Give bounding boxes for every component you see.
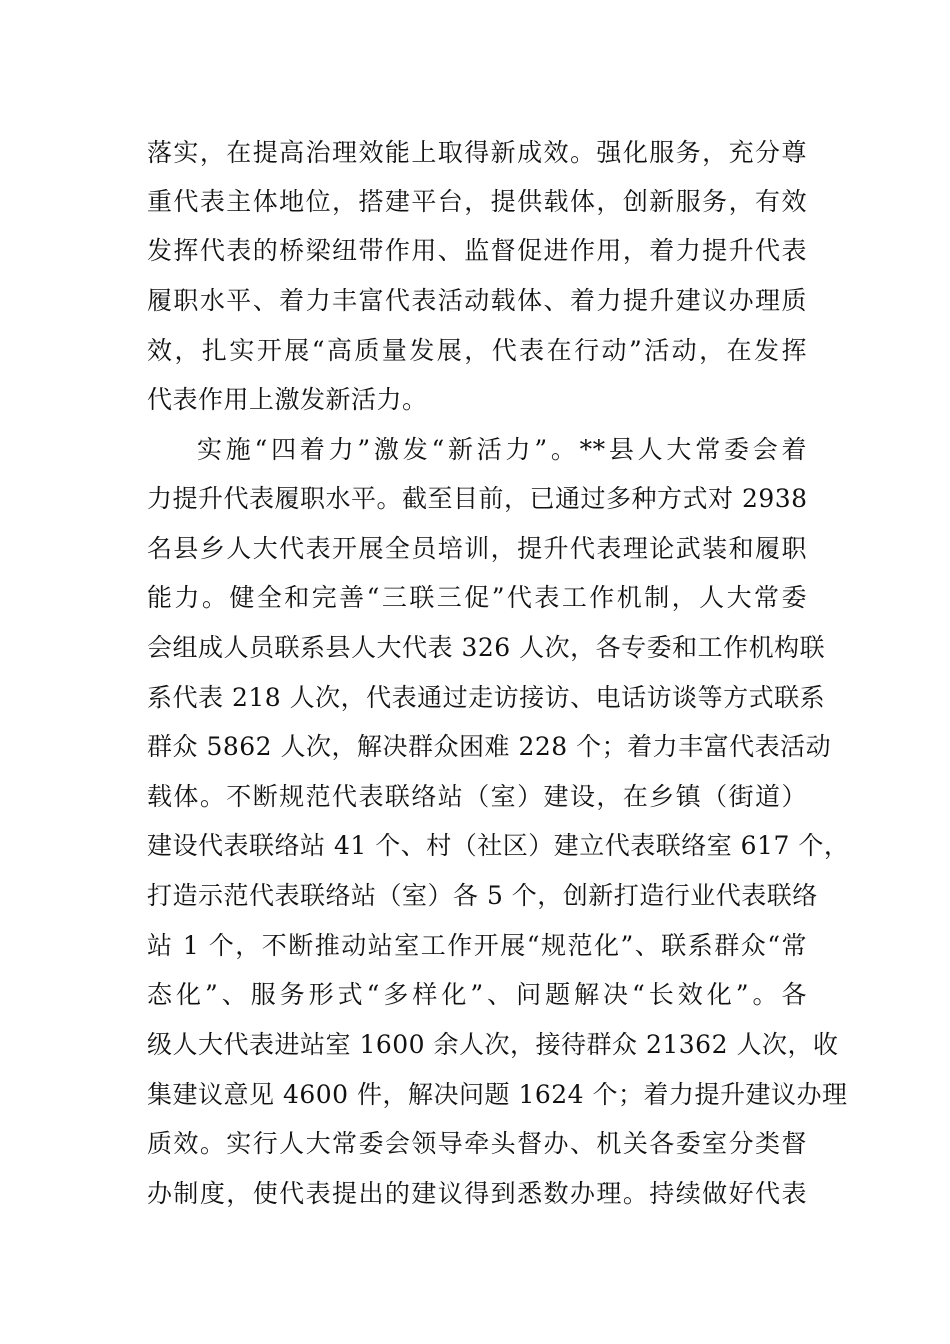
paragraph-2-line-2: 力提升代表履职水平。截至目前，已通过多种方式对 2938	[147, 484, 808, 513]
paragraph-2-line-9: 建设代表联络站 41 个、村（社区）建立代表联络室 617 个，	[147, 831, 850, 860]
paragraph-2-line-15: 质效。实行人大常委会领导牵头督办、机关各委室分类督	[147, 1129, 807, 1158]
paragraph-1-line-3: 发挥代表的桥梁纽带作用、监督促进作用，着力提升代表	[147, 236, 807, 265]
paragraph-2-line-5: 会组成人员联系县人大代表 326 人次，各专委和工作机构联	[147, 633, 826, 662]
paragraph-2-line-14: 集建议意见 4600 件，解决问题 1624 个；着力提升建议办理	[147, 1080, 848, 1109]
paragraph-1-line-2: 重代表主体地位，搭建平台，提供载体，创新服务，有效	[147, 187, 807, 216]
paragraph-1-line-1: 落实，在提高治理效能上取得新成效。强化服务，充分尊	[147, 138, 807, 167]
paragraph-2-line-8: 载体。不断规范代表联络站（室）建设，在乡镇（街道）	[147, 782, 807, 811]
paragraph-1-line-4: 履职水平、着力丰富代表活动载体、着力提升建议办理质	[147, 286, 807, 315]
paragraph-2-line-1: 实施“四着力”激发“新活力”。**县人大常委会着	[197, 435, 807, 464]
paragraph-1-line-6: 代表作用上激发新活力。	[147, 385, 428, 414]
paragraph-2-line-10: 打造示范代表联络站（室）各 5 个，创新打造行业代表联络	[147, 881, 818, 910]
paragraph-2-line-12: 态化”、服务形式“多样化”、问题解决“长效化”。各	[147, 980, 807, 1009]
paragraph-2-line-13: 级人大代表进站室 1600 余人次，接待群众 21362 人次，收	[147, 1030, 839, 1059]
paragraph-2-line-7: 群众 5862 人次，解决群众困难 228 个；着力丰富代表活动	[147, 732, 832, 761]
paragraph-2-line-4: 能力。健全和完善“三联三促”代表工作机制，人大常委	[147, 583, 807, 612]
paragraph-2-line-11: 站 1 个，不断推动站室工作开展“规范化”、联系群众“常	[147, 931, 807, 960]
paragraph-1-line-5: 效，扎实开展“高质量发展，代表在行动”活动，在发挥	[147, 336, 807, 365]
paragraph-2-line-16: 办制度，使代表提出的建议得到悉数办理。持续做好代表	[147, 1179, 807, 1208]
paragraph-2-line-3: 名县乡人大代表开展全员培训，提升代表理论武装和履职	[147, 534, 807, 563]
paragraph-2-line-6: 系代表 218 人次，代表通过走访接访、电话访谈等方式联系	[147, 683, 826, 712]
